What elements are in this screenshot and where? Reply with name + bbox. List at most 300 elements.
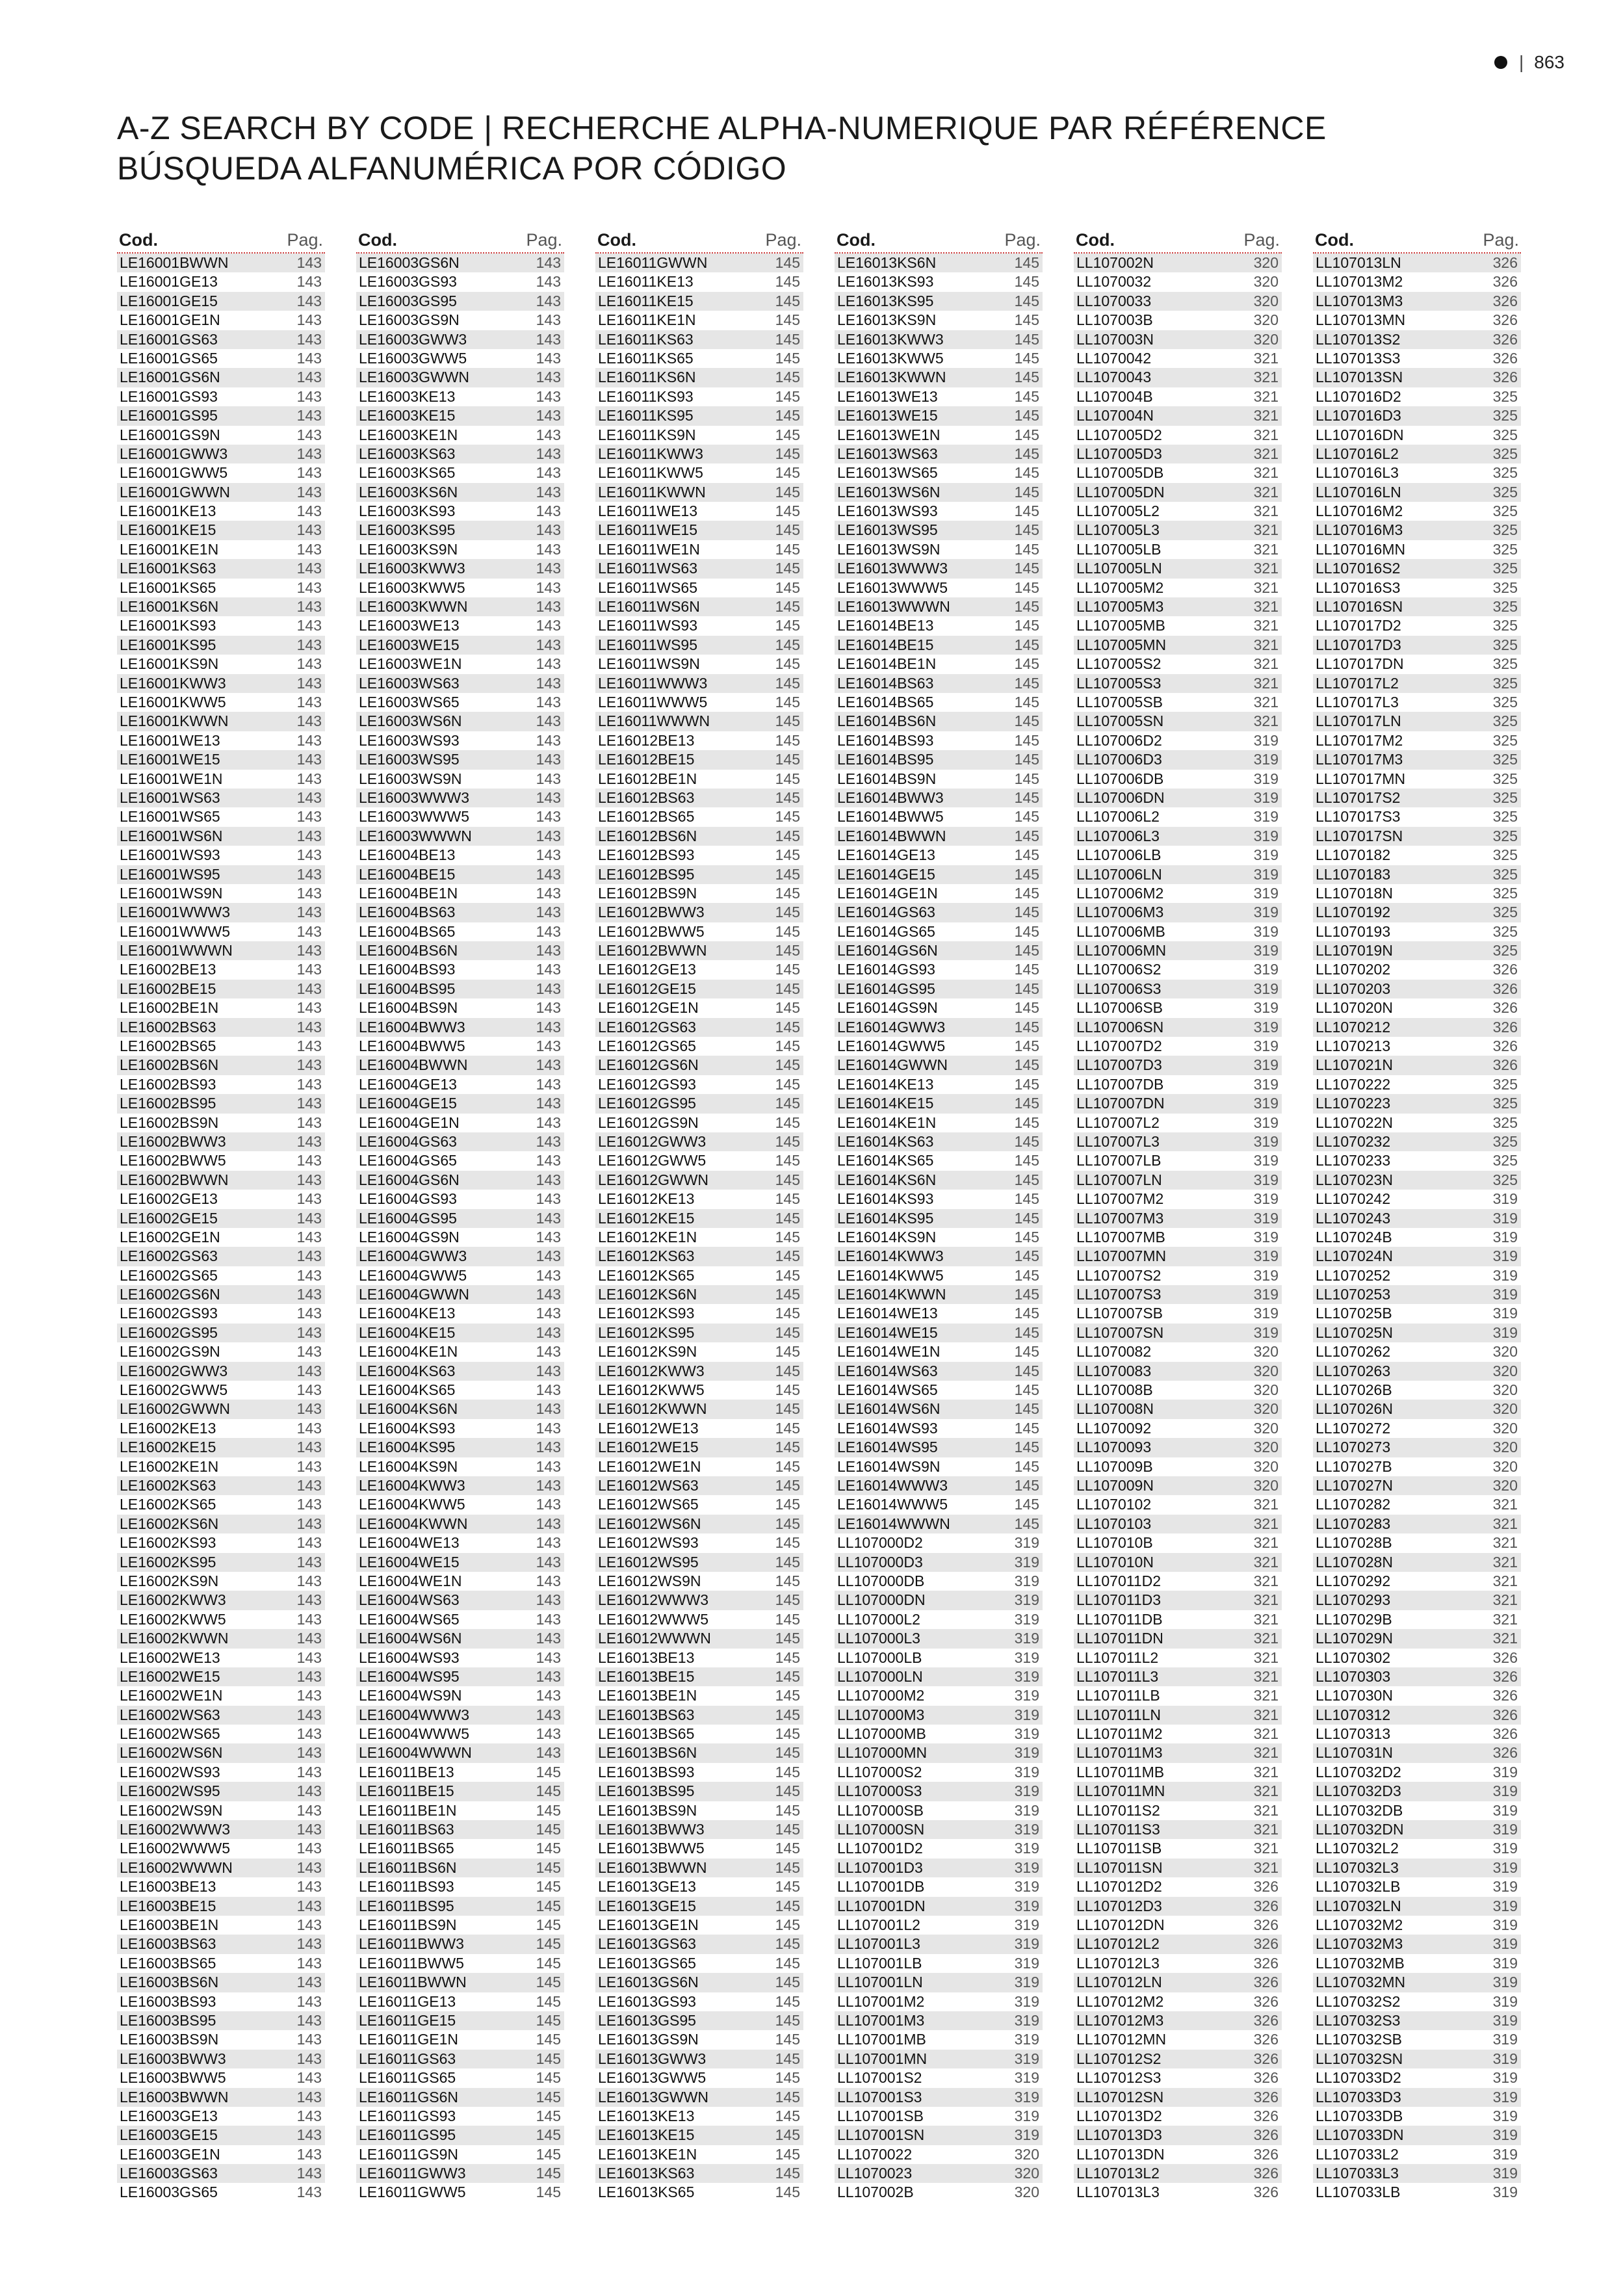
table-row bbox=[595, 1094, 803, 1113]
page-reference: 325 bbox=[1492, 579, 1518, 596]
product-code: LE16001WWW5 bbox=[120, 922, 231, 940]
table-row bbox=[835, 693, 1043, 712]
product-code: LE16011GWW3 bbox=[359, 2165, 466, 2182]
product-code: LL107007M2 bbox=[1076, 1190, 1164, 1208]
product-code: LE16002GWWN bbox=[120, 1400, 231, 1418]
product-code: LE16002GE13 bbox=[120, 1190, 218, 1208]
product-code: LL1070212 bbox=[1316, 1018, 1391, 1036]
table-row bbox=[356, 693, 564, 712]
product-code: LE16012BS9N bbox=[598, 884, 697, 902]
product-code: LE16004KE1N bbox=[359, 1343, 458, 1361]
page-reference: 143 bbox=[536, 1075, 561, 1093]
page-reference: 325 bbox=[1492, 387, 1518, 405]
product-code: LL107011D3 bbox=[1076, 1591, 1162, 1609]
table-row bbox=[117, 483, 325, 502]
page-reference: 143 bbox=[296, 1553, 322, 1571]
page-reference: 143 bbox=[296, 2069, 322, 2087]
table-row bbox=[1074, 272, 1282, 291]
product-code: LE16002BS95 bbox=[120, 1095, 216, 1112]
table-row bbox=[1074, 1190, 1282, 1208]
product-code: LL107017D3 bbox=[1316, 636, 1401, 653]
product-code: LE16011KS93 bbox=[598, 387, 694, 405]
table-row bbox=[1074, 1686, 1282, 1705]
table-row bbox=[1313, 426, 1521, 445]
product-code: LL107032DN bbox=[1316, 1821, 1404, 1838]
page-reference: 143 bbox=[296, 540, 322, 558]
table-row bbox=[595, 1266, 803, 1285]
page-reference: 145 bbox=[775, 292, 800, 309]
product-code: LE16002KWWN bbox=[120, 1630, 229, 1647]
product-code: LE16011KE13 bbox=[598, 273, 694, 291]
product-code: LL107033LB bbox=[1316, 2184, 1401, 2201]
product-code: LL107010B bbox=[1076, 1534, 1153, 1552]
table-row bbox=[117, 1094, 325, 1113]
page-reference: 319 bbox=[1014, 1534, 1039, 1552]
product-code: LL107026N bbox=[1316, 1400, 1393, 1418]
page-reference: 145 bbox=[775, 1400, 800, 1418]
page-reference: 145 bbox=[775, 846, 800, 864]
page-reference: 319 bbox=[1014, 2069, 1039, 2087]
table-row bbox=[595, 1649, 803, 1667]
product-code: LL1070262 bbox=[1316, 1343, 1391, 1361]
table-row bbox=[1074, 1725, 1282, 1743]
product-code: LL107000D3 bbox=[837, 1553, 923, 1571]
table-row bbox=[117, 1266, 325, 1285]
table-row bbox=[1074, 750, 1282, 769]
page-reference: 143 bbox=[296, 1534, 322, 1552]
page-reference: 321 bbox=[1253, 1744, 1279, 1762]
page-reference: 145 bbox=[1014, 636, 1039, 653]
table-row bbox=[1313, 1820, 1521, 1839]
page-reference: 145 bbox=[775, 1974, 800, 1991]
page-reference: 326 bbox=[1492, 1649, 1518, 1666]
page-reference: 319 bbox=[1253, 1266, 1279, 1284]
page-reference: 145 bbox=[536, 1935, 561, 1953]
page-reference: 143 bbox=[296, 1171, 322, 1188]
table-row bbox=[117, 807, 325, 826]
table-row bbox=[1074, 406, 1282, 425]
table-row bbox=[1074, 483, 1282, 502]
product-code: LE16012BS65 bbox=[598, 808, 695, 826]
table-row bbox=[595, 1935, 803, 1953]
product-code: LL107013D2 bbox=[1076, 2107, 1162, 2124]
page-reference: 325 bbox=[1492, 884, 1518, 902]
table-row bbox=[595, 2050, 803, 2068]
table-row bbox=[595, 1954, 803, 1973]
table-row bbox=[1074, 1859, 1282, 1877]
page-reference: 326 bbox=[1492, 330, 1518, 348]
page-reference: 143 bbox=[536, 1152, 561, 1169]
product-code: LE16013WS63 bbox=[837, 445, 938, 462]
product-code: LE16014KE13 bbox=[837, 1075, 934, 1093]
product-code: LE16004BS6N bbox=[359, 942, 458, 959]
table-row bbox=[356, 1916, 564, 1935]
product-code: LL107001L2 bbox=[837, 1916, 920, 1933]
page-reference: 325 bbox=[1492, 598, 1518, 616]
page-reference: 143 bbox=[296, 1114, 322, 1131]
page-reference: 145 bbox=[775, 884, 800, 902]
page-reference: 320 bbox=[1253, 330, 1279, 348]
page-reference: 145 bbox=[775, 1591, 800, 1609]
page-reference: 320 bbox=[1014, 2165, 1039, 2182]
page-reference: 319 bbox=[1014, 1897, 1039, 1914]
product-code: LE16011BE1N bbox=[359, 1801, 457, 1819]
table-row bbox=[595, 960, 803, 979]
product-code: LE16001GWW5 bbox=[120, 464, 228, 482]
page-reference: 326 bbox=[1492, 311, 1518, 329]
product-code: LL1070292 bbox=[1316, 1572, 1391, 1589]
table-row bbox=[835, 2107, 1043, 2126]
product-code: LE16011BE15 bbox=[359, 1782, 454, 1800]
table-row bbox=[356, 1706, 564, 1725]
page-reference: 143 bbox=[296, 2088, 322, 2106]
page-reference: 145 bbox=[1014, 445, 1039, 462]
page-reference: 145 bbox=[775, 2165, 800, 2182]
page-reference: 145 bbox=[1014, 846, 1039, 864]
table-row bbox=[595, 1897, 803, 1916]
product-code: LE16012BS6N bbox=[598, 827, 697, 844]
table-row bbox=[356, 483, 564, 502]
table-row bbox=[117, 922, 325, 941]
table-row bbox=[117, 1190, 325, 1208]
page-reference: 145 bbox=[1014, 1152, 1039, 1169]
product-code: LE16011KS95 bbox=[598, 407, 694, 424]
page-reference: 145 bbox=[775, 1037, 800, 1055]
product-code: LE16013BE1N bbox=[598, 1687, 697, 1704]
page-reference: 319 bbox=[1492, 1209, 1518, 1227]
page-reference: 143 bbox=[296, 1878, 322, 1896]
table-row bbox=[1313, 1495, 1521, 1514]
page-reference: 145 bbox=[775, 1954, 800, 1972]
page-reference: 145 bbox=[775, 942, 800, 959]
table-row bbox=[117, 789, 325, 807]
product-code: LE16002GS93 bbox=[120, 1305, 218, 1322]
page-reference: 143 bbox=[536, 349, 561, 367]
page-reference: 319 bbox=[1253, 980, 1279, 997]
table-row bbox=[1074, 2107, 1282, 2126]
product-code: LE16011BS65 bbox=[359, 1840, 454, 1857]
page-reference: 321 bbox=[1253, 674, 1279, 692]
page-reference: 145 bbox=[536, 1763, 561, 1781]
table-row bbox=[117, 349, 325, 368]
product-code: LE16012BWW3 bbox=[598, 904, 705, 921]
page-reference: 319 bbox=[1253, 827, 1279, 844]
table-row bbox=[835, 884, 1043, 903]
page-reference: 319 bbox=[1253, 922, 1279, 940]
product-code: LE16001GE1N bbox=[120, 311, 220, 329]
table-row bbox=[356, 445, 564, 463]
page-reference: 321 bbox=[1492, 1630, 1518, 1647]
product-code: LE16002BS63 bbox=[120, 1018, 216, 1036]
table-row bbox=[1313, 1324, 1521, 1342]
page-reference: 143 bbox=[296, 1037, 322, 1055]
product-code: LL107031N bbox=[1316, 1744, 1393, 1762]
page-reference: 145 bbox=[775, 407, 800, 424]
page-reference: 143 bbox=[296, 1763, 322, 1781]
page-reference: 325 bbox=[1492, 502, 1518, 520]
page-reference: 325 bbox=[1492, 617, 1518, 634]
product-code: LE16014GE13 bbox=[837, 846, 935, 864]
table-row bbox=[835, 426, 1043, 445]
table-row bbox=[595, 272, 803, 291]
product-code: LE16013WS95 bbox=[837, 521, 938, 539]
product-code: LE16014WS95 bbox=[837, 1439, 938, 1456]
index-column bbox=[1313, 228, 1521, 2202]
page-reference: 143 bbox=[536, 1477, 561, 1494]
table-row bbox=[1074, 1629, 1282, 1648]
table-row bbox=[356, 980, 564, 998]
page-reference: 143 bbox=[536, 904, 561, 921]
page-reference: 143 bbox=[536, 1190, 561, 1208]
page-reference: 321 bbox=[1253, 1515, 1279, 1532]
product-code: LL107032M2 bbox=[1316, 1916, 1403, 1933]
table-row bbox=[117, 884, 325, 903]
product-code: LE16014GS9N bbox=[837, 999, 938, 1017]
product-code: LE16003WE13 bbox=[359, 617, 460, 634]
page-reference: 321 bbox=[1253, 1801, 1279, 1819]
page-reference: 326 bbox=[1253, 1992, 1279, 2010]
table-row bbox=[117, 1515, 325, 1533]
product-code: LE16014WS6N bbox=[837, 1400, 941, 1418]
page-reference: 319 bbox=[1014, 2011, 1039, 2029]
table-row bbox=[835, 1839, 1043, 1858]
product-code: LL1070222 bbox=[1316, 1075, 1391, 1093]
product-code: LE16013GE1N bbox=[598, 1916, 699, 1933]
page-reference: 319 bbox=[1253, 942, 1279, 959]
page-reference: 145 bbox=[1014, 464, 1039, 482]
page-reference: 143 bbox=[536, 1247, 561, 1265]
table-row bbox=[1313, 2126, 1521, 2145]
table-row bbox=[356, 597, 564, 616]
table-row bbox=[835, 559, 1043, 578]
product-code: LE16002GS63 bbox=[120, 1247, 218, 1265]
product-code: LL107000DN bbox=[837, 1591, 926, 1609]
table-row bbox=[835, 655, 1043, 673]
product-code: LL107006M3 bbox=[1076, 904, 1164, 921]
page-reference: 319 bbox=[1014, 2126, 1039, 2144]
page-reference: 143 bbox=[536, 292, 561, 309]
product-code: LL1070102 bbox=[1076, 1496, 1152, 1513]
page-reference: 319 bbox=[1253, 961, 1279, 978]
table-row bbox=[835, 521, 1043, 540]
column-header bbox=[595, 228, 803, 254]
table-row bbox=[595, 2107, 803, 2126]
table-row bbox=[356, 1438, 564, 1457]
table-row bbox=[356, 330, 564, 349]
table-row bbox=[356, 426, 564, 445]
table-row bbox=[356, 1114, 564, 1132]
table-row bbox=[356, 406, 564, 425]
product-code: LE16004KWW3 bbox=[359, 1477, 465, 1494]
product-code: LE16003WWW3 bbox=[359, 789, 470, 806]
page-reference: 325 bbox=[1492, 1075, 1518, 1093]
product-code: LE16013BS9N bbox=[598, 1801, 697, 1819]
product-code: LE16011BWW5 bbox=[359, 1954, 464, 1972]
product-code: LE16002GS9N bbox=[120, 1343, 220, 1361]
table-row bbox=[356, 1476, 564, 1495]
table-row bbox=[356, 1304, 564, 1323]
table-row bbox=[356, 1075, 564, 1094]
page-reference: 321 bbox=[1253, 693, 1279, 711]
product-code: LL107017D2 bbox=[1316, 617, 1401, 634]
page-reference: 325 bbox=[1492, 731, 1518, 749]
table-row bbox=[595, 1438, 803, 1457]
product-code: LE16012WS9N bbox=[598, 1572, 701, 1589]
page-reference: 145 bbox=[1014, 273, 1039, 291]
product-code: LL107011M3 bbox=[1076, 1744, 1163, 1762]
product-code: LL107012MN bbox=[1076, 2031, 1167, 2048]
page-reference: 145 bbox=[775, 521, 800, 539]
table-row bbox=[117, 750, 325, 769]
product-code: LL107024N bbox=[1316, 1247, 1393, 1265]
product-code: LE16012KS6N bbox=[598, 1286, 697, 1303]
table-row bbox=[117, 1935, 325, 1953]
column-header-page: Pag. bbox=[1243, 230, 1280, 250]
table-row bbox=[356, 1725, 564, 1743]
table-row bbox=[356, 2107, 564, 2126]
product-code: LE16004BS9N bbox=[359, 999, 458, 1017]
page-reference: 143 bbox=[296, 2145, 322, 2163]
page-reference: 143 bbox=[536, 1056, 561, 1074]
page-reference: 145 bbox=[536, 2031, 561, 2048]
page-reference: 321 bbox=[1253, 1630, 1279, 1647]
table-row bbox=[595, 2183, 803, 2202]
column-header bbox=[356, 228, 564, 254]
table-row bbox=[356, 1992, 564, 2011]
table-row bbox=[1074, 903, 1282, 922]
table-row bbox=[835, 960, 1043, 979]
page-reference: 321 bbox=[1253, 1496, 1279, 1513]
product-code: LE16004WE1N bbox=[359, 1572, 462, 1589]
product-code: LE16001KS9N bbox=[120, 655, 219, 673]
product-code: LL107023N bbox=[1316, 1171, 1393, 1188]
page-reference: 143 bbox=[296, 846, 322, 864]
product-code: LE16013GS65 bbox=[598, 1954, 696, 1972]
page-reference: 143 bbox=[296, 254, 322, 271]
product-code: LL107012L2 bbox=[1076, 1935, 1160, 1953]
product-code: LE16011GWWN bbox=[598, 254, 708, 271]
table-row bbox=[595, 330, 803, 349]
product-code: LE16001KS6N bbox=[120, 598, 219, 616]
index-column bbox=[835, 228, 1043, 2202]
table-row bbox=[117, 846, 325, 865]
page-reference: 326 bbox=[1492, 1056, 1518, 1074]
page-reference: 320 bbox=[1014, 2145, 1039, 2163]
page-reference: 319 bbox=[1253, 999, 1279, 1017]
table-row bbox=[1313, 1476, 1521, 1495]
page-reference: 321 bbox=[1253, 617, 1279, 634]
table-row bbox=[1313, 1094, 1521, 1113]
page-reference: 143 bbox=[296, 731, 322, 749]
table-row bbox=[1313, 311, 1521, 330]
table-row bbox=[1074, 1495, 1282, 1514]
product-code: LE16001WS6N bbox=[120, 827, 223, 844]
page-reference: 321 bbox=[1253, 407, 1279, 424]
page-reference: 143 bbox=[536, 1630, 561, 1647]
product-code: LE16001GS9N bbox=[120, 426, 220, 443]
product-code: LE16011BS6N bbox=[359, 1859, 457, 1876]
page-reference: 319 bbox=[1014, 2031, 1039, 2048]
page-reference: 319 bbox=[1492, 1916, 1518, 1933]
page-reference: 145 bbox=[775, 1744, 800, 1762]
table-row bbox=[356, 865, 564, 884]
product-code: LE16003BS95 bbox=[120, 2011, 216, 2029]
table-row bbox=[1074, 1916, 1282, 1935]
product-code: LE16003KS9N bbox=[359, 540, 458, 558]
table-row bbox=[1074, 789, 1282, 807]
product-code: LE16014BS63 bbox=[837, 674, 934, 692]
product-code: LL107006LN bbox=[1076, 865, 1162, 883]
table-row bbox=[1313, 1342, 1521, 1361]
product-code: LL107001D3 bbox=[837, 1859, 923, 1876]
product-code: LE16002KS93 bbox=[120, 1534, 216, 1552]
table-row bbox=[356, 559, 564, 578]
product-code: LE16014BS65 bbox=[837, 693, 934, 711]
table-row bbox=[117, 2126, 325, 2145]
table-row bbox=[117, 1553, 325, 1572]
product-code: LL107013M3 bbox=[1316, 292, 1403, 309]
product-code: LL107000S2 bbox=[837, 1763, 922, 1781]
table-row bbox=[117, 2088, 325, 2107]
table-row bbox=[595, 712, 803, 731]
table-row bbox=[117, 1419, 325, 1438]
product-code: LL107011SN bbox=[1076, 1859, 1163, 1876]
product-code: LE16012GE15 bbox=[598, 980, 696, 997]
product-code: LL1070252 bbox=[1316, 1266, 1391, 1284]
page-reference: 145 bbox=[1014, 731, 1039, 749]
table-row bbox=[1074, 1362, 1282, 1381]
page-reference: 326 bbox=[1492, 1706, 1518, 1723]
table-row bbox=[117, 254, 325, 272]
product-code: LE16003WS65 bbox=[359, 693, 460, 711]
table-row bbox=[1074, 1056, 1282, 1075]
product-code: LE16002WE1N bbox=[120, 1687, 223, 1704]
page-reference: 143 bbox=[536, 1209, 561, 1227]
product-code: LE16001KWWN bbox=[120, 712, 229, 730]
product-code: LE16004WS9N bbox=[359, 1687, 462, 1704]
product-code: LE16004BS65 bbox=[359, 922, 456, 940]
page-reference: 145 bbox=[775, 2011, 800, 2029]
product-code: LE16004WWW3 bbox=[359, 1706, 470, 1723]
page-reference: 321 bbox=[1253, 1553, 1279, 1571]
index-column bbox=[595, 228, 803, 2202]
page-reference: 143 bbox=[296, 1400, 322, 1418]
page-reference: 143 bbox=[536, 483, 561, 501]
table-row bbox=[1074, 368, 1282, 387]
product-code: LE16003GS93 bbox=[359, 273, 457, 291]
product-code: LL107032L2 bbox=[1316, 1840, 1399, 1857]
product-code: LL107005LB bbox=[1076, 540, 1162, 558]
page-reference: 320 bbox=[1253, 1400, 1279, 1418]
product-code: LL107013MN bbox=[1316, 311, 1406, 329]
page-reference: 326 bbox=[1253, 2184, 1279, 2201]
product-code: LE16014KS95 bbox=[837, 1209, 934, 1227]
page-reference: 143 bbox=[296, 387, 322, 405]
page-reference: 319 bbox=[1253, 865, 1279, 883]
page-reference: 143 bbox=[296, 2050, 322, 2067]
table-row bbox=[595, 426, 803, 445]
page-reference: 143 bbox=[296, 1630, 322, 1647]
table-row bbox=[835, 1094, 1043, 1113]
product-code: LE16014BWW3 bbox=[837, 789, 944, 806]
page-reference: 143 bbox=[296, 1954, 322, 1972]
page-reference: 325 bbox=[1492, 560, 1518, 577]
product-code: LE16002BS93 bbox=[120, 1075, 216, 1093]
product-code: LE16011BE13 bbox=[359, 1763, 454, 1781]
table-row bbox=[835, 2050, 1043, 2068]
table-row bbox=[595, 2068, 803, 2087]
table-row bbox=[117, 311, 325, 330]
